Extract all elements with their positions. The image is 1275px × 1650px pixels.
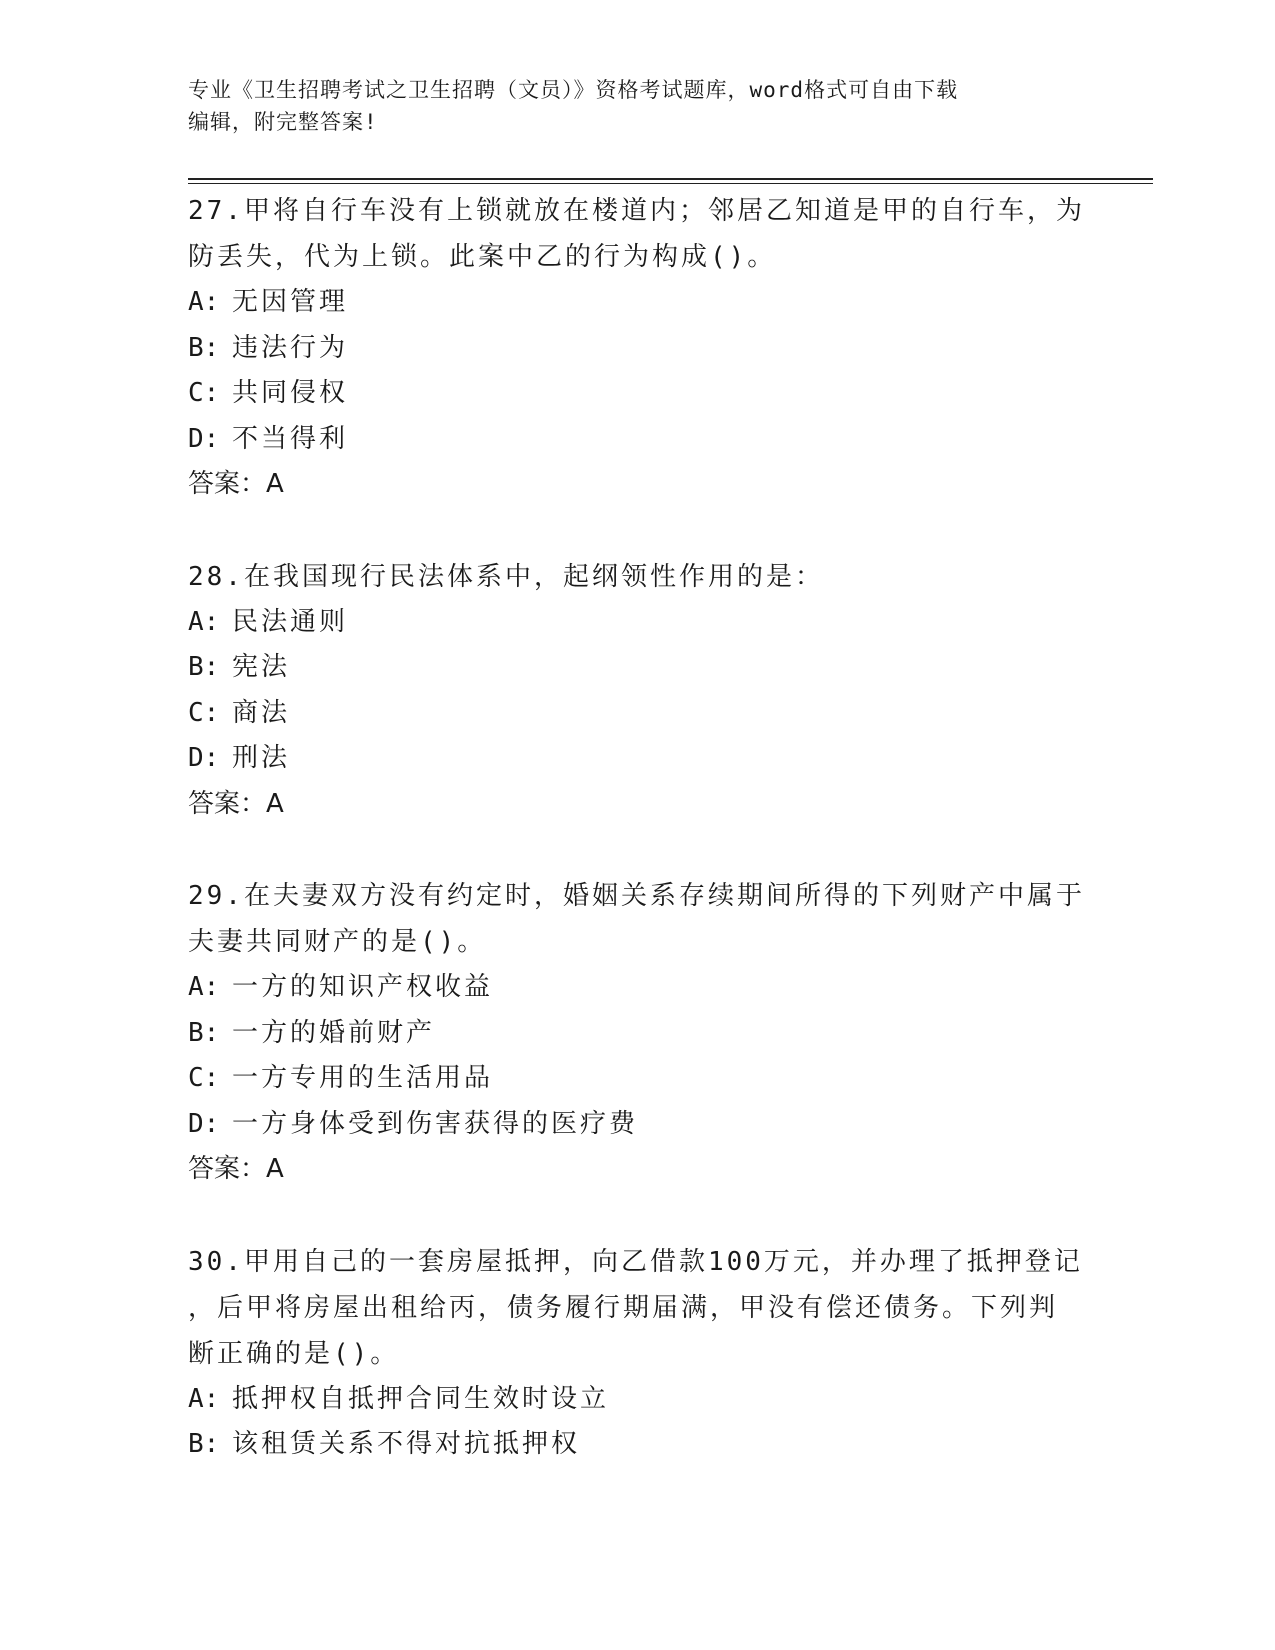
question-stem-line: 夫妻共同财产的是()。 (188, 927, 487, 957)
option-row (188, 965, 1088, 1011)
option-letter: D: (188, 743, 220, 773)
question-stem-line: 断正确的是()。 (188, 1338, 400, 1369)
question-stem-line: 27.甲将自行车没有上锁就放在楼道内；邻居乙知道是甲的自行车，为 (188, 196, 1085, 226)
option-row (188, 417, 1088, 463)
option-text: 一方的婚前财产 (232, 1017, 436, 1048)
question-stem-line: 29.在夫妻双方没有约定时，婚姻关系存续期间所得的下列财产中属于 (188, 881, 1085, 911)
option-row (188, 645, 1088, 691)
option-text: 抵押权自抵押合同生效时设立 (232, 1383, 610, 1414)
question-list (188, 188, 1088, 1514)
option-text: 该租赁关系不得对抗抵押权 (232, 1429, 581, 1459)
option-letter: D: (188, 1108, 220, 1139)
option-row (188, 371, 1088, 417)
option-row (188, 1056, 1088, 1102)
option-row (188, 691, 1088, 737)
question-stem-line: 30.甲用自己的一套房屋抵押，向乙借款100万元，并办理了抵押登记 (188, 1246, 1083, 1277)
option-text: 一方专用的生活用品 (232, 1063, 494, 1093)
option-row (188, 326, 1088, 372)
header-line-2: 编辑，附完整答案! (188, 110, 378, 134)
option-text: 共同侵权 (232, 378, 349, 408)
option-text: 违法行为 (232, 332, 349, 363)
option-text: 不当得利 (232, 423, 349, 454)
question-block (188, 873, 1088, 1193)
option-text: 宪法 (232, 652, 291, 682)
option-text: 一方的知识产权收益 (232, 972, 494, 1002)
question-block (188, 1239, 1088, 1468)
question-stem-line: 28.在我国现行民法体系中，起纲领性作用的是： (188, 561, 824, 592)
option-row (188, 280, 1088, 326)
option-letter: B: (188, 1429, 220, 1459)
option-row (188, 1011, 1088, 1057)
answer-line: 答案：A (188, 788, 284, 819)
option-text: 无因管理 (232, 287, 349, 317)
option-text: 一方身体受到伤害获得的医疗费 (232, 1108, 639, 1139)
answer-line: 答案：A (188, 469, 284, 499)
question-stem-line: ，后甲将房屋出租给丙，债务履行期届满，甲没有偿还债务。下列判 (188, 1292, 1059, 1323)
answer-line: 答案：A (188, 1154, 284, 1184)
option-text: 民法通则 (232, 606, 349, 637)
header-line-1: 专业《卫生招聘考试之卫生招聘（文员）》资格考试题库，word格式可自由下载 (188, 78, 959, 102)
option-row (188, 600, 1088, 646)
option-letter: C: (188, 1063, 220, 1093)
option-letter: D: (188, 423, 220, 454)
question-block (188, 188, 1088, 508)
option-letter: B: (188, 652, 220, 682)
option-row (188, 736, 1088, 782)
option-letter: C: (188, 378, 220, 408)
option-letter: A: (188, 972, 220, 1002)
option-text: 商法 (232, 697, 291, 728)
option-letter: B: (188, 1017, 220, 1048)
question-block (188, 554, 1088, 828)
document-header (188, 74, 1068, 138)
header-divider-thick (188, 178, 1153, 180)
header-divider-thin (188, 183, 1153, 184)
option-letter: C: (188, 697, 220, 728)
option-letter: A: (188, 1383, 220, 1414)
option-row (188, 1377, 1088, 1423)
option-row (188, 1102, 1088, 1148)
option-letter: B: (188, 332, 220, 363)
option-text: 刑法 (232, 743, 291, 773)
question-stem-line: 防丢失，代为上锁。此案中乙的行为构成()。 (188, 242, 777, 272)
option-row (188, 1422, 1088, 1468)
option-letter: A: (188, 287, 220, 317)
option-letter: A: (188, 606, 220, 637)
